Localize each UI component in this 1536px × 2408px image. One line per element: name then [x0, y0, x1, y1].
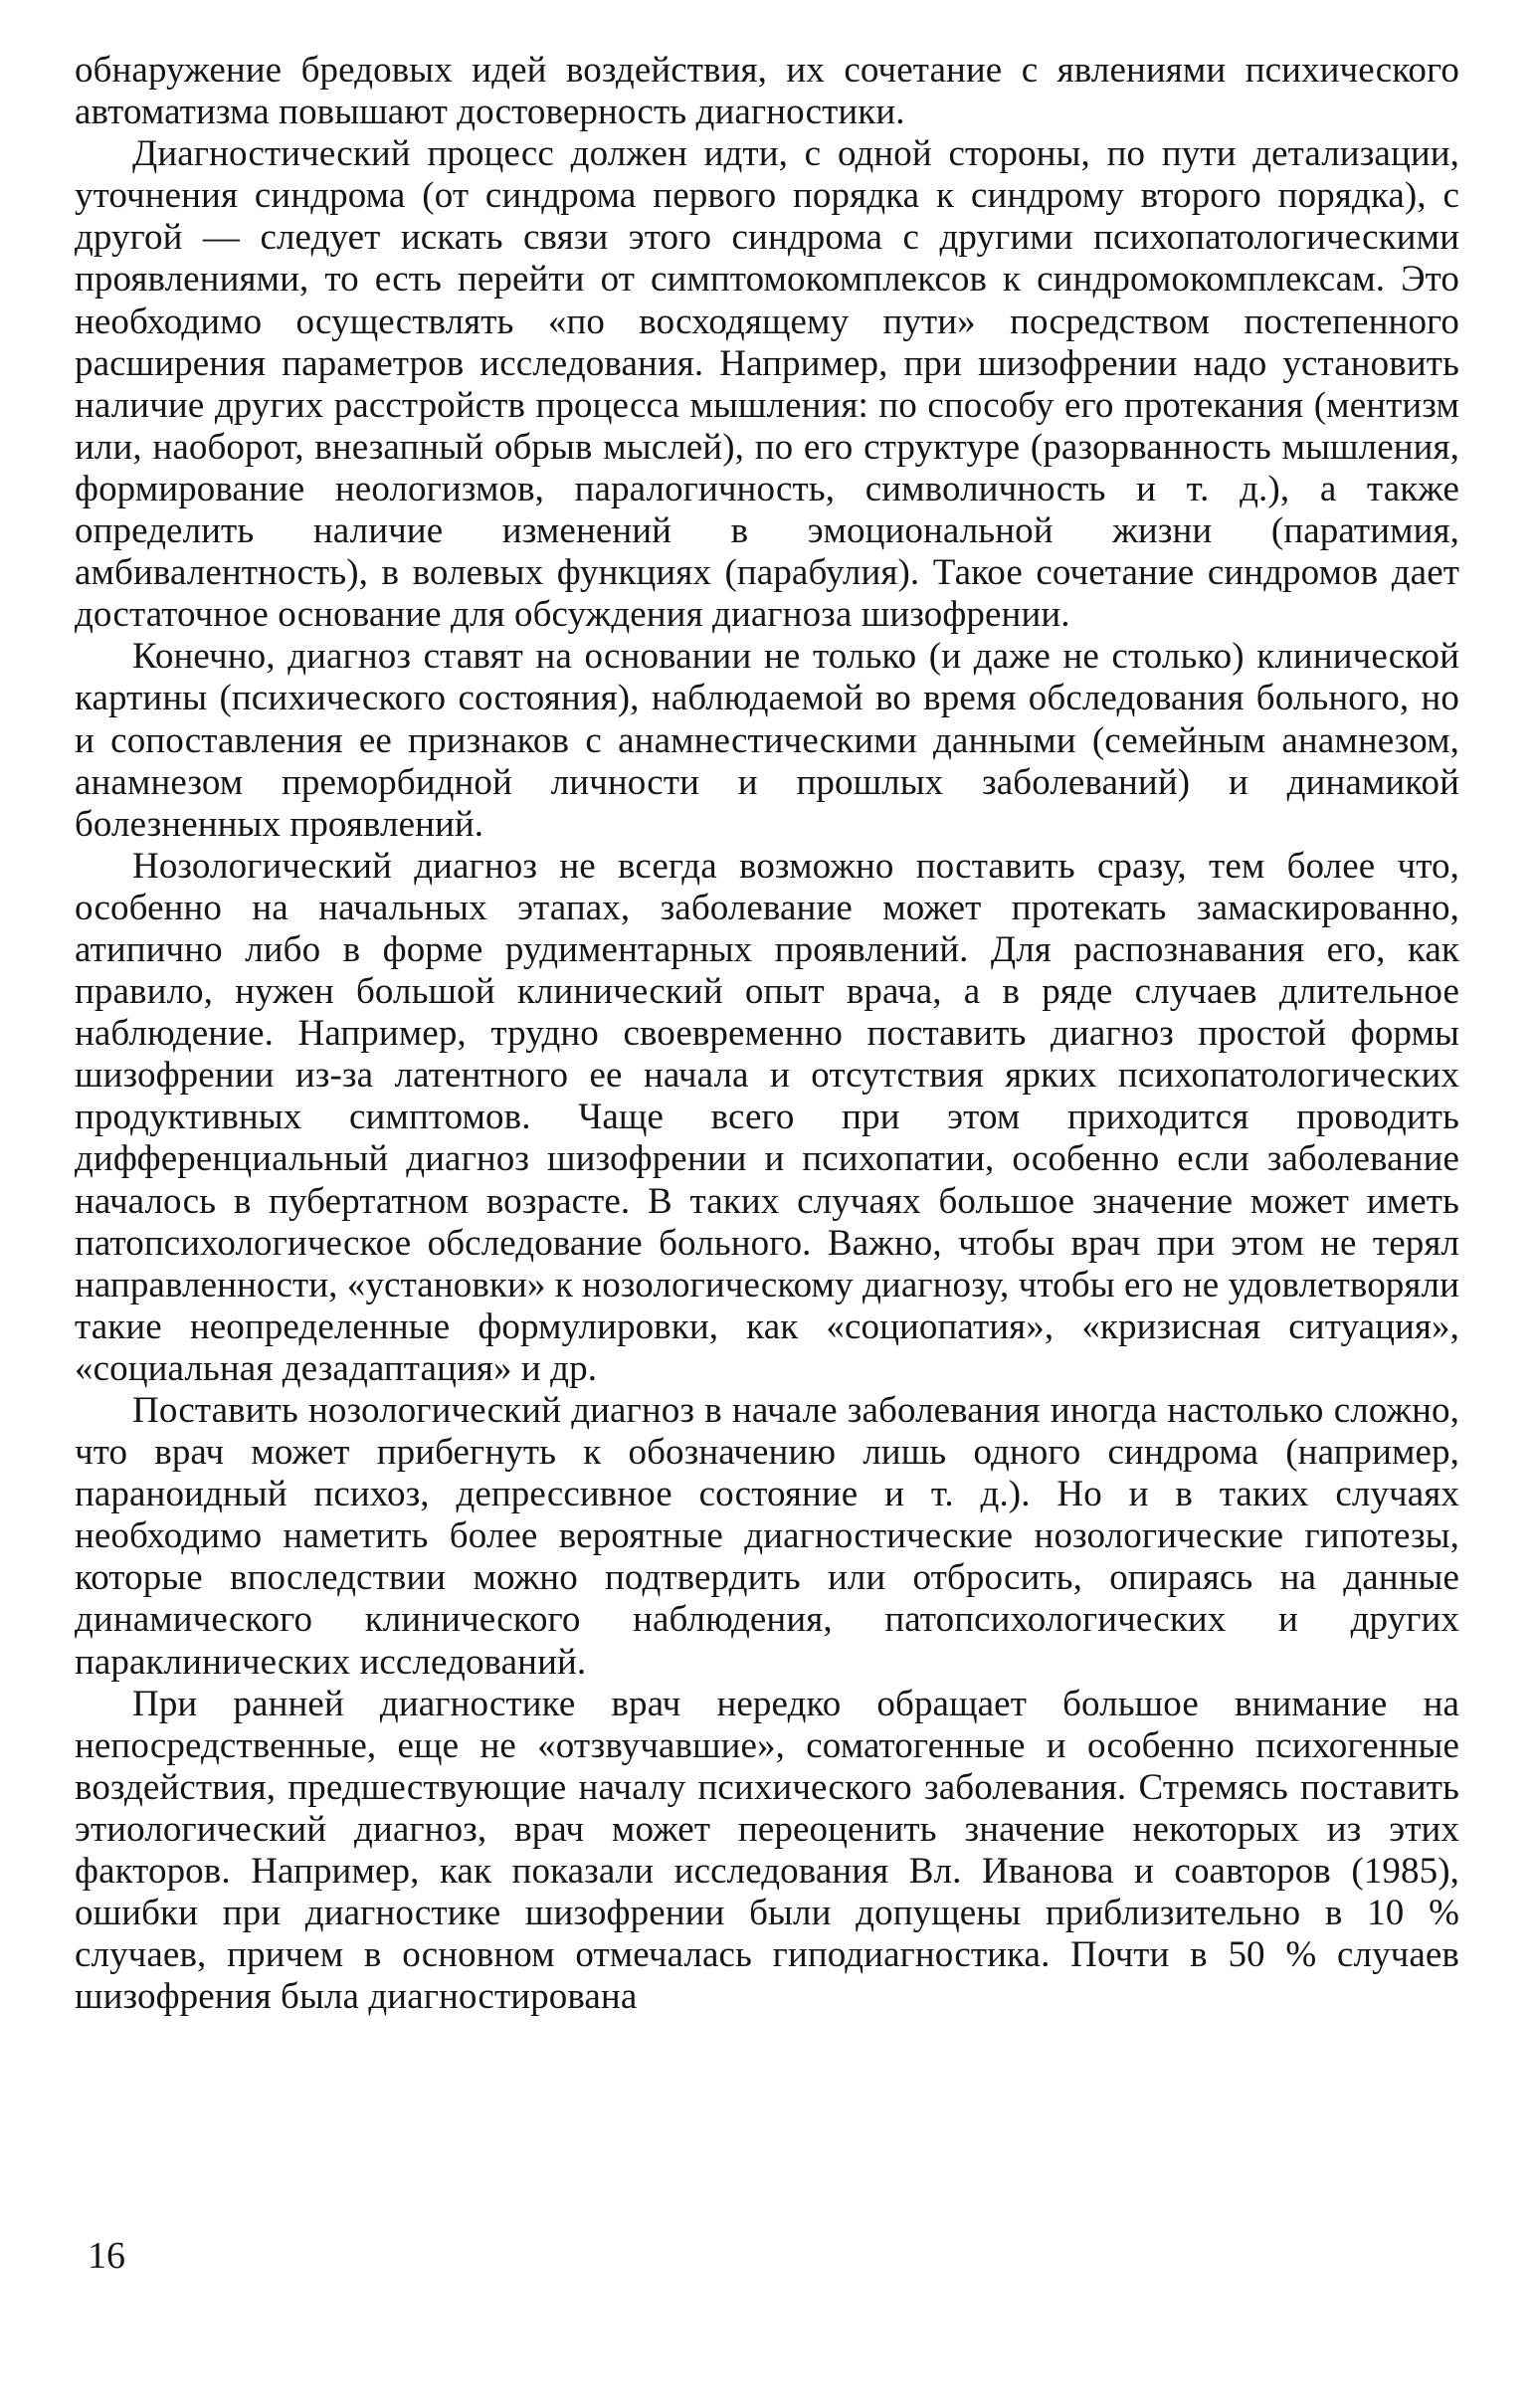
paragraph-2: Диагностический процесс должен идти, с одной стороны, по пути детализации, уточнения синдрома (от синдрома первого порядка к синдрому второго порядка), с другой — следует искать связи этого синдрома с другими психопатологическими проявлениями, то есть перейти от симптомокомплексов к синдромокомплексам. Это необходимо осуществлять «по восходящему пути» посредством постепенного расширения параметров исследования. Например, при шизофрении надо установить наличие других расстройств процесса мышления: по способу его протекания (ментизм или, наоборот, внезапный обрыв мыслей), по его структуре (разорванность мышления, формирование неологизмов, паралогичность, символичность и т. д.), а также определить наличие изменений в эмоциональной жизни (паратимия, амбивалентность), в волевых функциях (парабулия). Такое сочетание синдромов дает достаточное основание для обсуждения диагноза шизофрении.	[75, 133, 1459, 636]
paragraph-3: Конечно, диагноз ставят на основании не только (и даже не столько) клинической картины (психического состояния), наблюдаемой во время обследования больного, но и сопоставления ее признаков с анамнестическими данными (семейным анамнезом, анамнезом преморбидной личности и прошлых заболеваний) и динамикой болезненных проявлений.	[75, 636, 1459, 845]
paragraph-1: обнаружение бредовых идей воздействия, их сочетание с явлениями психического автоматизма повышают достоверность диагностики.	[75, 50, 1459, 133]
paragraph-5: Поставить нозологический диагноз в начале заболевания иногда настолько сложно, что врач может прибегнуть к обозначению лишь одного синдрома (например, параноидный психоз, депрессивное состояние и т. д.). Но и в таких случаях необходимо наметить более вероятные диагностические нозологические гипотезы, которые впоследствии можно подтвердить или отбросить, опираясь на данные динамического клинического наблюдения, патопсихологических и других параклинических исследований.	[75, 1390, 1459, 1683]
body-text	[75, 50, 1459, 2018]
paragraph-4: Нозологический диагноз не всегда возможно поставить сразу, тем более что, особенно на начальных этапах, заболевание может протекать замаскированно, атипично либо в форме рудиментарных проявлений. Для распознавания его, как правило, нужен большой клинический опыт врача, а в ряде случаев длительное наблюдение. Например, трудно своевременно поставить диагноз простой формы шизофрении из-за латентного ее начала и отсутствия ярких психопатологических продуктивных симптомов. Чаще всего при этом приходится проводить дифференциальный диагноз шизофрении и психопатии, особенно если заболевание началось в пубертатном возрасте. В таких случаях большое значение может иметь патопсихологическое обследование больного. Важно, чтобы врач при этом не терял направленности, «установки» к нозологическому диагнозу, чтобы его не удовлетворяли такие неопределенные формулировки, как «социопатия», «кризисная ситуация», «социальная дезадаптация» и др.	[75, 845, 1459, 1389]
paragraph-6: При ранней диагностике врач нередко обращает большое внимание на непосредственные, еще не «отзвучавшие», соматогенные и особенно психогенные воздействия, предшествующие началу психического заболевания. Стремясь поставить этиологический диагноз, врач может переоценить значение некоторых из этих факторов. Например, как показали исследования Вл. Иванова и соавторов (1985), ошибки при диагностике шизофрении были допущены приблизительно в 10 % случаев, причем в основном отмечалась гиподиагностика. Почти в 50 % случаев шизофрения была диагностирована	[75, 1683, 1459, 2018]
page-number: 16	[88, 2235, 125, 2277]
